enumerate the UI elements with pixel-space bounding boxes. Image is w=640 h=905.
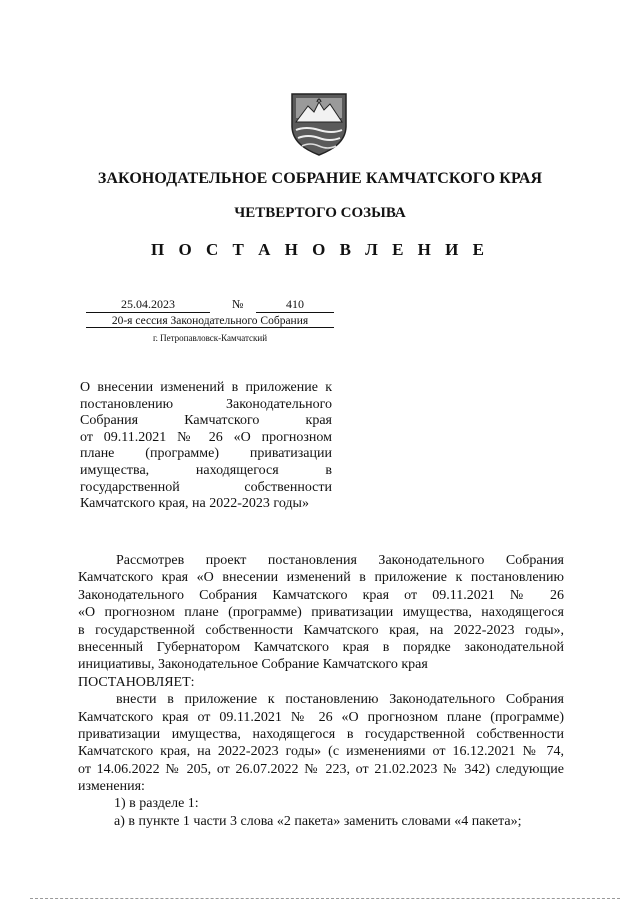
body-line: Законодательного Собрания Камчатского края от 09.11.2021 № 26 (78, 587, 564, 603)
body-line: Камчатского края «О внесении изменений в приложение к постановлению (78, 570, 564, 586)
document-number: 410 (256, 297, 334, 313)
body-line: Рассмотрев проект постановления Законодательного Собрания (116, 553, 564, 568)
body-line: от 14.06.2022 № 205, от 26.07.2022 № 223, от 21.02.2023 № 342) следующие (78, 761, 564, 777)
subject-line: государственной собственности (80, 479, 332, 495)
document-body (78, 552, 564, 830)
city-line: г. Петропавловск-Камчатский (152, 333, 268, 343)
convocation-title: ЧЕТВЕРТОГО СОЗЫВА (234, 205, 406, 221)
document-type-title: П О С Т А Н О В Л Е Н И Е (151, 240, 489, 259)
kamchatka-coat-of-arms-icon (288, 92, 350, 156)
list-item: 1) в разделе 1: (114, 796, 199, 812)
body-line: изменения: (78, 779, 145, 795)
number-sign: № (232, 297, 244, 311)
body-line: внести в приложение к постановлению Законодательного Собрания (116, 692, 564, 708)
subject-line: от 09.11.2021 № 26 «О прогнозном (80, 429, 332, 445)
body-line: «О прогнозном плане (программе) приватизации имущества, находящегося (78, 605, 564, 621)
subject-block (80, 380, 332, 513)
subject-line: плане (программе) приватизации (80, 446, 332, 462)
subject-line: О внесении изменений в приложение к (80, 380, 332, 395)
subject-line: имущества, находящегося в (80, 462, 332, 478)
body-line: приватизации имущества, находящегося в государственной собственности (78, 726, 564, 742)
subject-line: Камчатского края, на 2022-2023 годы» (80, 496, 309, 512)
body-line: инициативы, Законодательное Собрание Камчатского края (78, 657, 428, 673)
body-line: внесенный Губернатором Камчатского края в порядке законодательной (78, 639, 564, 655)
body-line: Камчатского края, на 2022-2023 годы» (с изменениями от 16.12.2021 № 74, (78, 744, 564, 760)
scan-edge-line (30, 898, 620, 899)
document-date: 25.04.2023 (86, 297, 210, 313)
subject-line: Собрания Камчатского края (80, 413, 332, 429)
session-line: 20-я сессия Законодательного Собрания (86, 315, 334, 328)
organization-title: ЗАКОНОДАТЕЛЬНОЕ СОБРАНИЕ КАМЧАТСКОГО КРАЯ (97, 170, 543, 187)
body-line: Камчатского края от 09.11.2021 № 26 «О прогнозном плане (программе) (78, 709, 564, 725)
body-line: в государственной собственности Камчатского края, на 2022-2023 годы», (78, 622, 564, 638)
resolves-heading: ПОСТАНОВЛЯЕТ: (78, 674, 195, 690)
subject-line: постановлению Законодательного (80, 396, 332, 412)
list-item: а) в пункте 1 части 3 слова «2 пакета» заменить словами «4 пакета»; (114, 813, 522, 829)
